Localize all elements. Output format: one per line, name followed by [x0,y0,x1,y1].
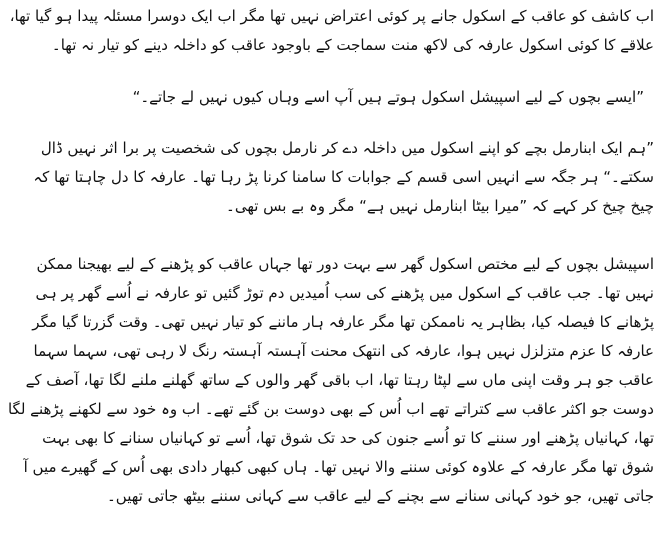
paragraph-1: اب کاشف کو عاقب کے اسکول جانے پر کوئی اعتراض نہیں تھا مگر اب ایک دوسرا مسئلہ پیدا ہو گیا تھا، علاقے کا کوئی اسکول عارفہ کی لاکھ منت سماجت کے باوجود عاقب کو داخلہ دینے کو تیار نہ تھا۔ [9,7,654,54]
paragraph-3: ”ہم ایک ابنارمل بچے کو اپنے اسکول میں داخلہ دے کر نارمل بچوں کی شخصیت پر برا اثر نہیں ڈال سکتے۔“ ہر جگہ سے انہیں اسی قسم کے جوابات کا سامنا کرنا پڑ رہا تھا۔ عارفہ کا دل چاہتا تھا کہ چیخ چیخ کر کہے کہ ”میرا بیٹا ابنارمل نہیں ہے“ مگر وہ بے بس تھی۔ [33,139,654,215]
paragraph-4: اسپیشل بچوں کے لیے مختص اسکول گھر سے بہت دور تھا جہاں عاقب کو پڑھنے کے لیے بھیجنا ممکن نہیں تھا۔ جب عاقب کے اسکول میں پڑھنے کی سب اُمیدیں دم توڑ گئیں تو عارفہ نے اُسے گھر پر ہی پڑھانے کا فیصلہ کیا، بظاہر یہ ناممکن تھا مگر عارفہ ہار ماننے کو تیار نہیں تھی۔ وقت گزرتا گیا مگر عارفہ کا عزم متزلزل نہیں ہوا، عارفہ کی انتھک محنت آہستہ آہستہ رنگ لا رہی تھی، سہما سہما عاقب جو ہر وقت اپنی ماں سے لپٹا رہتا تھا، اب باقی گھر والوں کے ساتھ گھلنے ملنے لگا تھا، آصف کے دوست جو اکثر عاقب سے کتراتے تھے اب اُس کے بھی دوست بن گئے تھے۔ اب وہ خود سے لکھنے پڑھنے لگا تھا، کہانیاں پڑھنے اور سننے کا تو اُسے جنون کی حد تک شوق تھا، اُسے تو کہانیاں سنانے کا بھی بہت شوق تھا مگر عارفہ کے علاوہ کوئی سننے والا نہیں تھا۔ ہاں کبھی کبھار دادی بھی اُس کے گھیرے میں آ جاتی تھیں، جو خود کہانی سنانے سے بچنے کے لیے عاقب سے کہانی سننے بیٹھ جاتی تھیں۔ [7,255,654,505]
paragraph-2-quote: ”ایسے بچوں کے لیے اسپیشل اسکول ہوتے ہیں آپ اسے وہاں کیوں نہیں لے جاتے۔“ [132,88,644,106]
